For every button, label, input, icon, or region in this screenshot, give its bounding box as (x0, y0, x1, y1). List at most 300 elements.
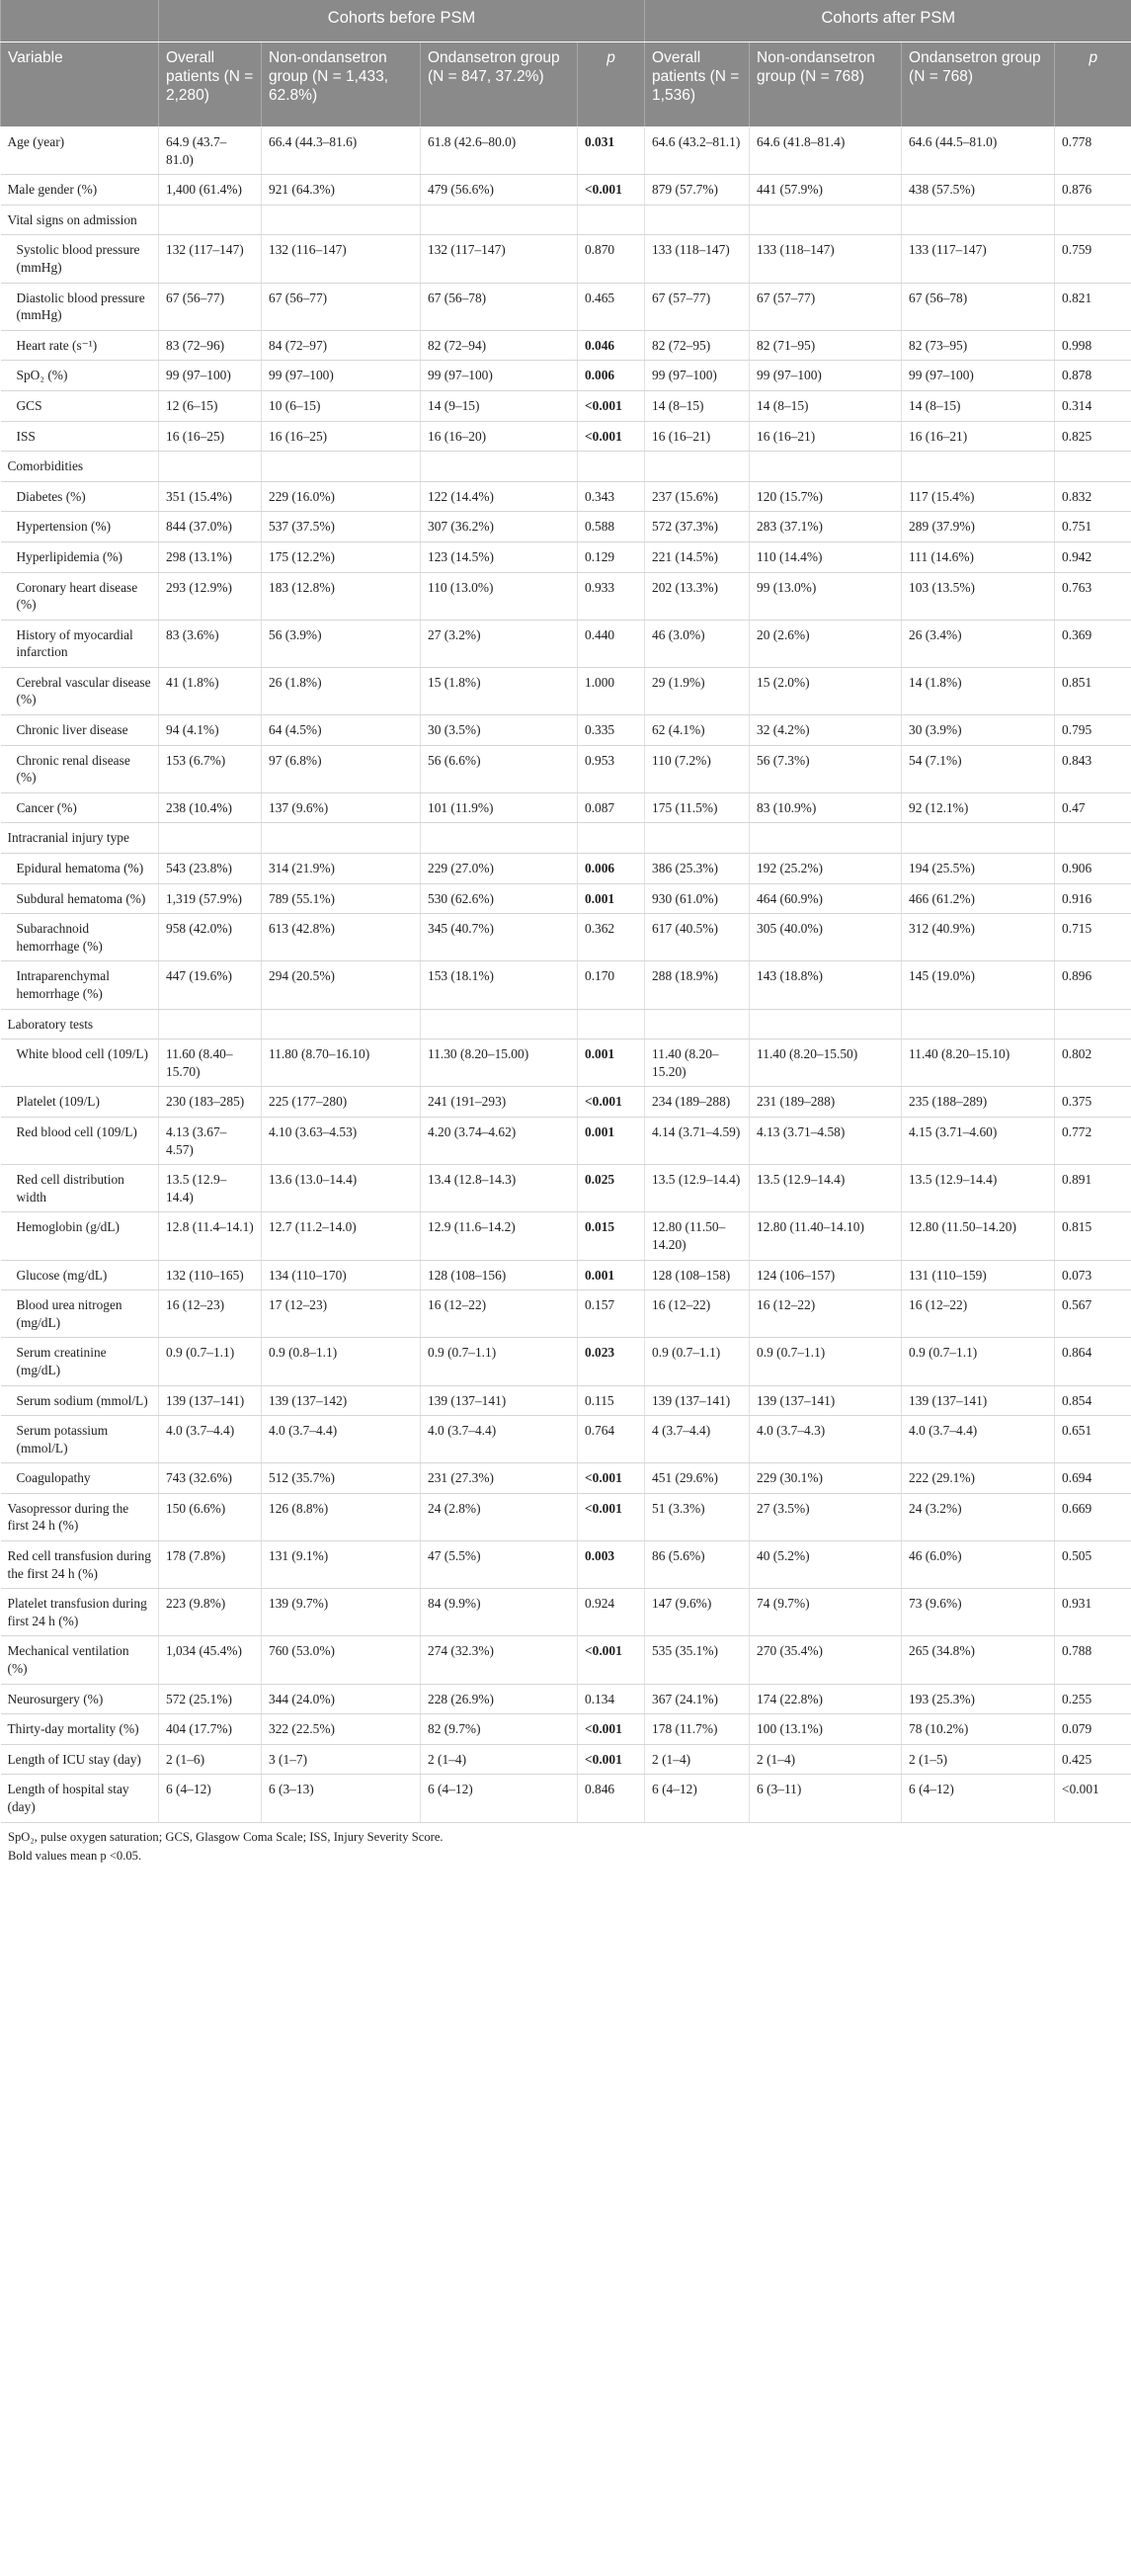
p-value-cell: 0.003 (578, 1541, 645, 1589)
value-cell: 844 (37.0%) (159, 512, 262, 542)
value-cell: 13.4 (12.8–14.3) (421, 1165, 578, 1212)
footnote-bold-meaning: Bold values mean p <0.05. (8, 1848, 142, 1863)
value-cell: 241 (191–293) (421, 1087, 578, 1118)
value-cell: 15 (1.8%) (421, 667, 578, 714)
value-cell: 13.5 (12.9–14.4) (750, 1165, 902, 1212)
row-label: History of myocardial infarction (1, 620, 159, 667)
value-cell: 56 (3.9%) (262, 620, 421, 667)
table-row (1, 1338, 1131, 1385)
value-cell: 351 (15.4%) (159, 481, 262, 512)
row-label: Mechanical ventilation (%) (1, 1636, 159, 1684)
header-col-p-before: p (578, 42, 645, 127)
value-cell: 202 (13.3%) (645, 572, 750, 620)
table-row (1, 1463, 1131, 1494)
value-cell: 126 (8.8%) (262, 1493, 421, 1540)
value-cell: 117 (15.4%) (902, 481, 1055, 512)
table-row (1, 792, 1131, 823)
value-cell (645, 1009, 750, 1039)
value-cell (645, 205, 750, 235)
header-col-p-after: p (1055, 42, 1131, 127)
value-cell: 14 (8–15) (645, 390, 750, 421)
p-value-cell: 0.465 (578, 283, 645, 330)
p-value-cell: 0.025 (578, 1165, 645, 1212)
value-cell: 61.8 (42.6–80.0) (421, 127, 578, 175)
header-group-row (1, 0, 1131, 42)
p-value-cell: <0.001 (578, 1087, 645, 1118)
value-cell: 11.80 (8.70–16.10) (262, 1039, 421, 1087)
value-cell: 13.6 (13.0–14.4) (262, 1165, 421, 1212)
table-row (1, 961, 1131, 1009)
table-row (1, 1385, 1131, 1416)
value-cell: 24 (2.8%) (421, 1493, 578, 1540)
row-label: Male gender (%) (1, 175, 159, 206)
table-row (1, 620, 1131, 667)
value-cell: 404 (17.7%) (159, 1714, 262, 1745)
value-cell (750, 823, 902, 854)
row-label: ISS (1, 421, 159, 452)
value-cell: 64.6 (44.5–81.0) (902, 127, 1055, 175)
value-cell (750, 205, 902, 235)
value-cell: 16 (16–25) (262, 421, 421, 452)
value-cell (902, 452, 1055, 482)
row-label: Red blood cell (109/L) (1, 1117, 159, 1164)
p-value-cell: 0.851 (1055, 667, 1131, 714)
value-cell (421, 205, 578, 235)
value-cell: 137 (9.6%) (262, 792, 421, 823)
table-section-row (1, 205, 1131, 235)
row-label: Diastolic blood pressure (mmHg) (1, 283, 159, 330)
value-cell: 11.40 (8.20–15.50) (750, 1039, 902, 1087)
p-value-cell: 0.015 (578, 1212, 645, 1260)
value-cell (159, 452, 262, 482)
table-row (1, 1744, 1131, 1775)
value-cell: 56 (6.6%) (421, 745, 578, 792)
value-cell: 4 (3.7–4.4) (645, 1416, 750, 1463)
p-value-cell: 0.170 (578, 961, 645, 1009)
value-cell: 110 (14.4%) (750, 541, 902, 572)
value-cell: 14 (8–15) (902, 390, 1055, 421)
value-cell: 6 (4–12) (902, 1775, 1055, 1822)
value-cell: 128 (108–156) (421, 1260, 578, 1290)
table-row (1, 667, 1131, 714)
value-cell (902, 1009, 1055, 1039)
value-cell: 139 (9.7%) (262, 1589, 421, 1636)
header-spacer (1, 0, 159, 42)
value-cell: 441 (57.9%) (750, 175, 902, 206)
value-cell: 2 (1–4) (750, 1744, 902, 1775)
value-cell: 6 (4–12) (421, 1775, 578, 1822)
value-cell: 83 (72–96) (159, 330, 262, 361)
value-cell: 930 (61.0%) (645, 883, 750, 914)
p-value-cell: 0.006 (578, 361, 645, 391)
value-cell: 84 (9.9%) (421, 1589, 578, 1636)
table-footnotes (0, 1823, 1131, 1865)
value-cell: 153 (6.7%) (159, 745, 262, 792)
value-cell: 15 (2.0%) (750, 667, 902, 714)
table-body (1, 127, 1131, 1823)
value-cell: 12.7 (11.2–14.0) (262, 1212, 421, 1260)
value-cell: 139 (137–141) (902, 1385, 1055, 1416)
value-cell: 183 (12.8%) (262, 572, 421, 620)
value-cell: 67 (56–78) (902, 283, 1055, 330)
row-label: Glucose (mg/dL) (1, 1260, 159, 1290)
table-row (1, 127, 1131, 175)
value-cell: 879 (57.7%) (645, 175, 750, 206)
value-cell: 3 (1–7) (262, 1744, 421, 1775)
p-value-cell: 0.772 (1055, 1117, 1131, 1164)
row-label: Serum sodium (mmol/L) (1, 1385, 159, 1416)
value-cell: 12.80 (11.40–14.10) (750, 1212, 902, 1260)
value-cell: 535 (35.1%) (645, 1636, 750, 1684)
row-label: Serum creatinine (mg/dL) (1, 1338, 159, 1385)
value-cell (159, 823, 262, 854)
row-label: White blood cell (109/L) (1, 1039, 159, 1087)
value-cell: 14 (1.8%) (902, 667, 1055, 714)
row-label: Systolic blood pressure (mmHg) (1, 235, 159, 283)
p-value-cell: 0.669 (1055, 1493, 1131, 1540)
table-row (1, 1493, 1131, 1540)
value-cell: 133 (118–147) (645, 235, 750, 283)
value-cell: 4.0 (3.7–4.4) (159, 1416, 262, 1463)
value-cell: 83 (10.9%) (750, 792, 902, 823)
table-row (1, 283, 1131, 330)
value-cell: 67 (56–77) (159, 283, 262, 330)
section-label: Vital signs on admission (1, 205, 159, 235)
value-cell: 101 (11.9%) (421, 792, 578, 823)
value-cell: 16 (16–25) (159, 421, 262, 452)
value-cell: 54 (7.1%) (902, 745, 1055, 792)
value-cell: 6 (3–13) (262, 1775, 421, 1822)
value-cell: 12.80 (11.50–14.20) (902, 1212, 1055, 1260)
p-value-cell: 0.001 (578, 1039, 645, 1087)
value-cell: 0.9 (0.7–1.1) (902, 1338, 1055, 1385)
table-row (1, 1684, 1131, 1714)
value-cell: 438 (57.5%) (902, 175, 1055, 206)
value-cell: 312 (40.9%) (902, 914, 1055, 961)
p-value-cell (578, 1009, 645, 1039)
value-cell: 99 (13.0%) (750, 572, 902, 620)
p-value-cell: 0.896 (1055, 961, 1131, 1009)
p-value-cell: 0.942 (1055, 541, 1131, 572)
value-cell: 99 (97–100) (750, 361, 902, 391)
value-cell: 14 (9–15) (421, 390, 578, 421)
value-cell: 1,400 (61.4%) (159, 175, 262, 206)
value-cell: 132 (117–147) (159, 235, 262, 283)
value-cell: 451 (29.6%) (645, 1463, 750, 1494)
value-cell: 133 (117–147) (902, 235, 1055, 283)
value-cell: 175 (11.5%) (645, 792, 750, 823)
p-value-cell: 0.031 (578, 127, 645, 175)
value-cell: 139 (137–141) (159, 1385, 262, 1416)
value-cell: 4.0 (3.7–4.4) (421, 1416, 578, 1463)
value-cell: 234 (189–288) (645, 1087, 750, 1118)
value-cell: 16 (16–20) (421, 421, 578, 452)
value-cell: 11.40 (8.20–15.10) (902, 1039, 1055, 1087)
header-col-ondansetron-after: Ondansetron group (N = 768) (902, 42, 1055, 127)
value-cell: 110 (13.0%) (421, 572, 578, 620)
row-label: Subdural hematoma (%) (1, 883, 159, 914)
value-cell: 958 (42.0%) (159, 914, 262, 961)
value-cell: 111 (14.6%) (902, 541, 1055, 572)
value-cell (645, 823, 750, 854)
p-value-cell: 0.821 (1055, 283, 1131, 330)
value-cell: 67 (57–77) (750, 283, 902, 330)
value-cell: 51 (3.3%) (645, 1493, 750, 1540)
value-cell: 13.5 (12.9–14.4) (159, 1165, 262, 1212)
value-cell: 617 (40.5%) (645, 914, 750, 961)
value-cell: 132 (110–165) (159, 1260, 262, 1290)
value-cell (159, 1009, 262, 1039)
value-cell: 0.9 (0.8–1.1) (262, 1338, 421, 1385)
row-label: Cerebral vascular disease (%) (1, 667, 159, 714)
value-cell (750, 1009, 902, 1039)
row-label: Subarachnoid hemorrhage (%) (1, 914, 159, 961)
table-row (1, 572, 1131, 620)
p-value-cell: <0.001 (578, 1714, 645, 1745)
table-row (1, 512, 1131, 542)
row-label: Coagulopathy (1, 1463, 159, 1494)
value-cell: 193 (25.3%) (902, 1684, 1055, 1714)
value-cell: 12.80 (11.50–14.20) (645, 1212, 750, 1260)
value-cell: 16 (12–22) (645, 1290, 750, 1338)
value-cell: 16 (12–23) (159, 1290, 262, 1338)
p-value-cell: 0.788 (1055, 1636, 1131, 1684)
p-value-cell: 0.588 (578, 512, 645, 542)
value-cell: 27 (3.2%) (421, 620, 578, 667)
table-header (1, 0, 1131, 127)
header-col-overall-after: Overall patients (N = 1,536) (645, 42, 750, 127)
row-label: Chronic liver disease (1, 715, 159, 746)
value-cell: 4.13 (3.67–4.57) (159, 1117, 262, 1164)
value-cell: 178 (11.7%) (645, 1714, 750, 1745)
p-value-cell: 0.001 (578, 883, 645, 914)
row-label: Red cell transfusion during the first 24 h (%) (1, 1541, 159, 1589)
value-cell: 4.0 (3.7–4.3) (750, 1416, 902, 1463)
table-row (1, 421, 1131, 452)
value-cell: 322 (22.5%) (262, 1714, 421, 1745)
p-value-cell: 0.651 (1055, 1416, 1131, 1463)
p-value-cell: 0.694 (1055, 1463, 1131, 1494)
value-cell: 229 (27.0%) (421, 854, 578, 884)
value-cell: 83 (3.6%) (159, 620, 262, 667)
value-cell: 307 (36.2%) (421, 512, 578, 542)
row-label: Serum potassium (mmol/L) (1, 1416, 159, 1463)
p-value-cell: 0.815 (1055, 1212, 1131, 1260)
row-label: Length of ICU stay (day) (1, 1744, 159, 1775)
table-section-row (1, 1009, 1131, 1039)
p-value-cell: <0.001 (1055, 1775, 1131, 1822)
p-value-cell: 0.425 (1055, 1744, 1131, 1775)
p-value-cell: 0.878 (1055, 361, 1131, 391)
p-value-cell (1055, 823, 1131, 854)
value-cell: 99 (97–100) (159, 361, 262, 391)
value-cell: 64 (4.5%) (262, 715, 421, 746)
row-label: Red cell distribution width (1, 1165, 159, 1212)
row-label: Thirty-day mortality (%) (1, 1714, 159, 1745)
value-cell: 16 (16–21) (645, 421, 750, 452)
row-label: Intraparenchymal hemorrhage (%) (1, 961, 159, 1009)
value-cell: 131 (110–159) (902, 1260, 1055, 1290)
value-cell: 66.4 (44.3–81.6) (262, 127, 421, 175)
p-value-cell: 0.832 (1055, 481, 1131, 512)
value-cell: 122 (14.4%) (421, 481, 578, 512)
p-value-cell: 0.795 (1055, 715, 1131, 746)
value-cell: 12.9 (11.6–14.2) (421, 1212, 578, 1260)
value-cell: 16 (12–22) (421, 1290, 578, 1338)
value-cell: 82 (9.7%) (421, 1714, 578, 1745)
value-cell: 16 (12–22) (902, 1290, 1055, 1338)
value-cell (421, 823, 578, 854)
p-value-cell: 0.751 (1055, 512, 1131, 542)
value-cell: 103 (13.5%) (902, 572, 1055, 620)
value-cell: 221 (14.5%) (645, 541, 750, 572)
p-value-cell: 0.763 (1055, 572, 1131, 620)
value-cell: 30 (3.9%) (902, 715, 1055, 746)
p-value-cell: 0.924 (578, 1589, 645, 1636)
value-cell: 479 (56.6%) (421, 175, 578, 206)
p-value-cell: 0.931 (1055, 1589, 1131, 1636)
value-cell: 26 (3.4%) (902, 620, 1055, 667)
value-cell: 305 (40.0%) (750, 914, 902, 961)
value-cell: 344 (24.0%) (262, 1684, 421, 1714)
row-label: Length of hospital stay (day) (1, 1775, 159, 1822)
p-value-cell (1055, 452, 1131, 482)
row-label: Diabetes (%) (1, 481, 159, 512)
row-label: Hemoglobin (g/dL) (1, 1212, 159, 1260)
p-value-cell: 0.843 (1055, 745, 1131, 792)
value-cell: 283 (37.1%) (750, 512, 902, 542)
value-cell: 466 (61.2%) (902, 883, 1055, 914)
header-col-non-ondansetron-before: Non-ondansetron group (N = 1,433, 62.8%) (262, 42, 421, 127)
value-cell: 4.0 (3.7–4.4) (262, 1416, 421, 1463)
value-cell: 298 (13.1%) (159, 541, 262, 572)
p-value-cell: 0.335 (578, 715, 645, 746)
value-cell: 150 (6.6%) (159, 1493, 262, 1540)
value-cell: 237 (15.6%) (645, 481, 750, 512)
header-columns-row (1, 42, 1131, 127)
value-cell: 11.60 (8.40–15.70) (159, 1039, 262, 1087)
value-cell: 1,319 (57.9%) (159, 883, 262, 914)
value-cell: 13.5 (12.9–14.4) (902, 1165, 1055, 1212)
value-cell: 572 (37.3%) (645, 512, 750, 542)
value-cell: 74 (9.7%) (750, 1589, 902, 1636)
row-label: Coronary heart disease (%) (1, 572, 159, 620)
value-cell: 14 (8–15) (750, 390, 902, 421)
p-value-cell: 0.362 (578, 914, 645, 961)
value-cell: 345 (40.7%) (421, 914, 578, 961)
header-variable: Variable (1, 42, 159, 127)
row-label: Hypertension (%) (1, 512, 159, 542)
value-cell: 225 (177–280) (262, 1087, 421, 1118)
table-row (1, 175, 1131, 206)
table-row (1, 914, 1131, 961)
table-row (1, 1290, 1131, 1338)
p-value-cell: 0.134 (578, 1684, 645, 1714)
p-value-cell: 0.864 (1055, 1338, 1131, 1385)
value-cell: 789 (55.1%) (262, 883, 421, 914)
value-cell: 194 (25.5%) (902, 854, 1055, 884)
table-row (1, 361, 1131, 391)
row-label: Platelet transfusion during first 24 h (%) (1, 1589, 159, 1636)
value-cell: 17 (12–23) (262, 1290, 421, 1338)
value-cell: 132 (116–147) (262, 235, 421, 283)
value-cell: 512 (35.7%) (262, 1463, 421, 1494)
value-cell: 231 (27.3%) (421, 1463, 578, 1494)
p-value-cell: 0.343 (578, 481, 645, 512)
value-cell: 82 (72–95) (645, 330, 750, 361)
value-cell: 12 (6–15) (159, 390, 262, 421)
value-cell: 537 (37.5%) (262, 512, 421, 542)
value-cell: 0.9 (0.7–1.1) (159, 1338, 262, 1385)
value-cell: 288 (18.9%) (645, 961, 750, 1009)
value-cell (902, 205, 1055, 235)
value-cell: 133 (118–147) (750, 235, 902, 283)
p-value-cell (578, 823, 645, 854)
row-label: Epidural hematoma (%) (1, 854, 159, 884)
value-cell (645, 452, 750, 482)
footnote-abbreviations: SpO₂, pulse oxygen saturation; GCS, Glasgow Coma Scale; ISS, Injury Severity Score. (8, 1829, 444, 1844)
p-value-cell: 0.778 (1055, 127, 1131, 175)
value-cell: 4.20 (3.74–4.62) (421, 1117, 578, 1164)
section-label: Laboratory tests (1, 1009, 159, 1039)
p-value-cell: 0.087 (578, 792, 645, 823)
p-value-cell: 0.375 (1055, 1087, 1131, 1118)
value-cell (902, 823, 1055, 854)
p-value-cell: 0.073 (1055, 1260, 1131, 1290)
row-label: Platelet (109/L) (1, 1087, 159, 1118)
value-cell: 464 (60.9%) (750, 883, 902, 914)
table-row (1, 1636, 1131, 1684)
header-col-ondansetron-before: Ondansetron group (N = 847, 37.2%) (421, 42, 578, 127)
value-cell: 143 (18.8%) (750, 961, 902, 1009)
p-value-cell: <0.001 (578, 1493, 645, 1540)
value-cell: 41 (1.8%) (159, 667, 262, 714)
header-group-before: Cohorts before PSM (159, 0, 645, 42)
p-value-cell: 0.846 (578, 1775, 645, 1822)
value-cell: 2 (1–4) (645, 1744, 750, 1775)
value-cell: 229 (30.1%) (750, 1463, 902, 1494)
value-cell: 139 (137–141) (421, 1385, 578, 1416)
value-cell: 270 (35.4%) (750, 1636, 902, 1684)
p-value-cell: 0.369 (1055, 620, 1131, 667)
value-cell: 16 (12–22) (750, 1290, 902, 1338)
value-cell: 100 (13.1%) (750, 1714, 902, 1745)
table-section-row (1, 452, 1131, 482)
value-cell: 67 (56–77) (262, 283, 421, 330)
p-value-cell: 0.876 (1055, 175, 1131, 206)
section-label: Comorbidities (1, 452, 159, 482)
value-cell: 99 (97–100) (262, 361, 421, 391)
value-cell: 4.0 (3.7–4.4) (902, 1416, 1055, 1463)
p-value-cell: 0.825 (1055, 421, 1131, 452)
value-cell: 29 (1.9%) (645, 667, 750, 714)
value-cell: 46 (6.0%) (902, 1541, 1055, 1589)
value-cell: 6 (4–12) (645, 1775, 750, 1822)
value-cell: 229 (16.0%) (262, 481, 421, 512)
value-cell: 97 (6.8%) (262, 745, 421, 792)
table-row (1, 1039, 1131, 1087)
value-cell (262, 452, 421, 482)
table-row (1, 330, 1131, 361)
value-cell: 128 (108–158) (645, 1260, 750, 1290)
p-value-cell: 0.001 (578, 1260, 645, 1290)
p-value-cell: 0.715 (1055, 914, 1131, 961)
value-cell: 613 (42.8%) (262, 914, 421, 961)
value-cell: 62 (4.1%) (645, 715, 750, 746)
value-cell: 0.9 (0.7–1.1) (750, 1338, 902, 1385)
value-cell: 743 (32.6%) (159, 1463, 262, 1494)
table-row (1, 1165, 1131, 1212)
